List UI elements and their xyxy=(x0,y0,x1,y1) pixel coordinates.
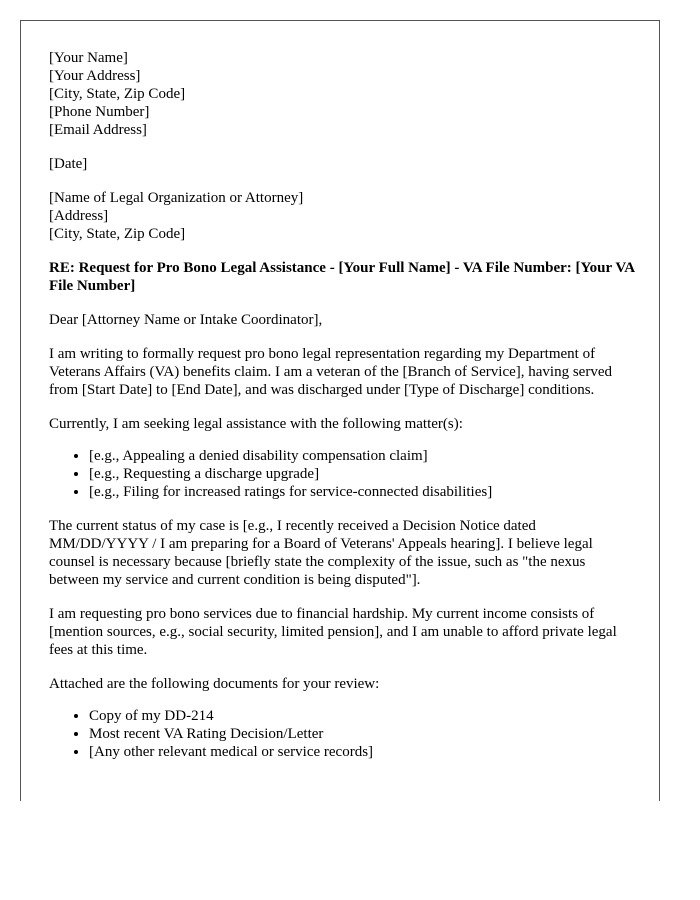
letter-page xyxy=(20,20,660,801)
list-item: • Most recent VA Rating Decision/Letter xyxy=(89,725,639,743)
matters-intro: Currently, I am seeking legal assistance with the following matter(s): xyxy=(49,416,463,432)
matters-list xyxy=(49,447,639,501)
list-item: • [Any other relevant medical or service records] xyxy=(89,743,639,761)
sender-email: [Email Address] xyxy=(49,122,147,138)
sender-block xyxy=(49,49,639,139)
list-item: • [e.g., Filing for increased ratings for service-connected disabilities] xyxy=(89,483,639,501)
sender-phone: [Phone Number] xyxy=(49,104,150,120)
sender-address: [Your Address] xyxy=(49,68,141,84)
sender-city-state-zip: [City, State, Zip Code] xyxy=(49,86,186,102)
salutation: Dear [Attorney Name or Intake Coordinator], xyxy=(49,312,323,328)
status-paragraph: The current status of my case is [e.g., I recently received a Decision Notice dated MM/DD/YYYY / I am preparing for a Board of Veterans' Appeals hearing]. I believe legal counsel is necessary because [briefly state the complexity of the issue, such as "the nexus between my service and current condition is being disputed"]. xyxy=(49,518,593,588)
recipient-city-state-zip: [City, State, Zip Code] xyxy=(49,226,186,242)
list-item: • [e.g., Appealing a denied disability compensation claim] xyxy=(89,447,639,465)
list-item: • Copy of my DD-214 xyxy=(89,707,639,725)
subject-line: RE: Request for Pro Bono Legal Assistance - [Your Full Name] - VA File Number: [Your VA File Number] xyxy=(49,260,635,294)
attachments-list xyxy=(49,707,639,761)
attachments-intro: Attached are the following documents for your review: xyxy=(49,676,380,692)
recipient-block xyxy=(49,189,639,243)
intro-paragraph: I am writing to formally request pro bono legal representation regarding my Department of Veterans Affairs (VA) benefits claim. I am a veteran of the [Branch of Service], having served from [Start Date] to [End Date], and was discharged under [Type of Discharge] conditions. xyxy=(49,346,612,398)
letter-date: [Date] xyxy=(49,156,88,172)
recipient-name: [Name of Legal Organization or Attorney] xyxy=(49,190,304,206)
letter-body xyxy=(49,49,639,761)
list-item: • [e.g., Requesting a discharge upgrade] xyxy=(89,465,639,483)
recipient-address: [Address] xyxy=(49,208,109,224)
sender-name: [Your Name] xyxy=(49,50,128,66)
hardship-paragraph: I am requesting pro bono services due to financial hardship. My current income consists of [mention sources, e.g., social security, limited pension], and I am unable to afford private legal fees at this time. xyxy=(49,606,617,658)
